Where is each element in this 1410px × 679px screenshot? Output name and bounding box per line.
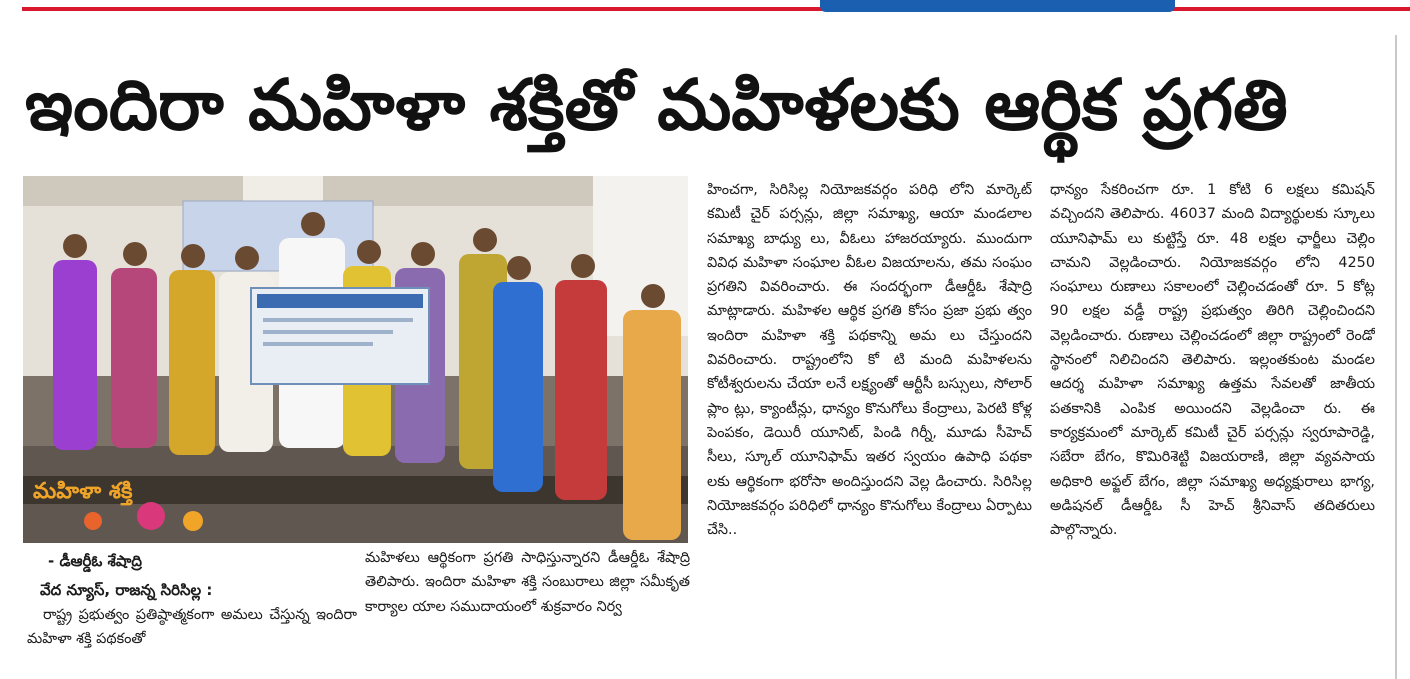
person-1 (53, 234, 97, 450)
column-4-text: ధాన్యం సేకరించగా రూ. 1 కోటి 6 లక్షలు కమిషన్ వచ్చిందని తెలిపారు. 46037 మంది విద్యార్థులకు స్కూలు యూనిఫామ్ లు కుట్టిస్తే రూ. 48 లక్షల ఛార్జీలు చెల్లిం చామని వెల్లడించారు. నియోజకవర్గం లోని 4250 సంఘాలు రుణాలు సకాలంలో చెల్లించడంతో రూ. 5 కోట్ల 90 లక్షల వడ్డీ రాష్ట్ర ప్రభుత్వం తిరిగి చెల్లించిందని వెల్లడించారు. రుణాలు చెల్లించడంలో జిల్లా రాష్ట్రంలో రెండో స్థానంలో నిలిచిందని తెలిపారు. ఇల్లంతకుంట మండల ఆదర్శ మహిళా సమాఖ్య ఉత్తమ సేవలతో జాతీయ పతకానికి ఎంపిక అయిందని వెల్లడించా రు. ఈ కార్యక్రమంలో మార్కెట్ కమిటీ చైర్ పర్సన్లు స్వరూపారెడ్డి, సబేరా బేగం, కొమిరిశెట్టి విజయరాణి, జిల్లా వ్యవసాయ అధికారి అఫ్జల్ బేగం, జిల్లా సమాఖ్య అధ్యక్షురాలు భాగ్య, అడిషనల్ డీఆర్డీఓ సీ హెచ్ శ్రీనివాస్ తదితరులు పాల్గొన్నారు. (1050, 182, 1375, 539)
article-column-1 (27, 603, 357, 679)
masthead-logo-fragment (820, 0, 1175, 12)
article-column-2 (365, 546, 690, 666)
column-3-text: హించగా, సిరిసిల్ల నియోజకవర్గం పరిధి లోని మార్కెట్ కమిటీ చైర్ పర్సన్లు, జిల్లా సమాఖ్య, ఆయా మండలాల సమాఖ్య బాధ్యు లు, వీఓలు హాజరయ్యారు. ముందుగా వివిధ మహిళా సంఘాల వీఓల విజయాలను, తమ సంఘం ప్రగతిని వివరించారు. ఈ సందర్భంగా డీఆర్డీఓ శేషాద్రి మాట్లాడారు. మహిళల ఆర్థిక ప్రగతి కోసం ప్రజా ప్రభు త్వం ఇందిరా మహిళా శక్తి పథకాన్ని అమ లు చేస్తుందని వివరించారు. రాష్ట్రంలోని కో టి మంది మహిళలను కోటీశ్వరులను చేయా లనే లక్ష్యంతో ఆర్టీసీ బస్సులు, సోలార్ ప్లాం ట్లు, క్యాంటీన్లు, ధాన్యం కొనుగోలు కేంద్రాలు, పెరటి కోళ్ల పెంపకం, డెయిరీ యూనిట్, పిండి గిర్నీ, మూడు సీహెచ్ సీలు, స్కూల్ యూనిఫామ్ ఇతర స్వయం ఉపాధి పథకా లకు ఆర్థికంగా భరోసా అందిస్తుందని వెల్ల డించారు. సిరిసిల్ల నియోజకవర్గం పరిధిలో ధాన్యం కొనుగోలు కేంద్రాలు ఏర్పాటు చేసి.. (707, 182, 1032, 539)
article-column-3 (707, 178, 1032, 668)
person-9 (493, 256, 543, 492)
person-2 (111, 242, 157, 448)
article-column-4 (1050, 178, 1375, 668)
person-11 (623, 284, 681, 540)
stage-banner-text: మహిళా శక్తి (33, 479, 133, 504)
top-red-rule (22, 7, 1410, 11)
photo-caption: - డీఆర్డీఓ శేషాద్రి (48, 552, 142, 570)
event-photo (23, 176, 688, 543)
column-2-text: మహిళలు ఆర్థికంగా ప్రగతి సాధిస్తున్నారని డీఆర్డీఓ శేషాద్రి తెలిపారు. ఇందిరా మహిళా శక్తి సంబురాలు జిల్లా సమీకృత కార్యాల యాల సముదాయంలో శుక్రవారం నిర్వ (365, 550, 690, 615)
column-1-text: రాష్ట్ర ప్రభుత్వం ప్రతిష్ఠాత్మకంగా అమలు చేస్తున్న ఇందిరా మహిళా శక్తి పథకంతో (27, 607, 357, 648)
person-10 (555, 254, 607, 500)
column-divider (1395, 35, 1397, 679)
person-3 (169, 244, 215, 455)
dateline: వేద న్యూస్, రాజన్న సిరిసిల్ల : (40, 581, 213, 599)
headline: ఇందిరా మహిళా శక్తితో మహిళలకు ఆర్థిక ప్రగతి (25, 64, 1288, 146)
